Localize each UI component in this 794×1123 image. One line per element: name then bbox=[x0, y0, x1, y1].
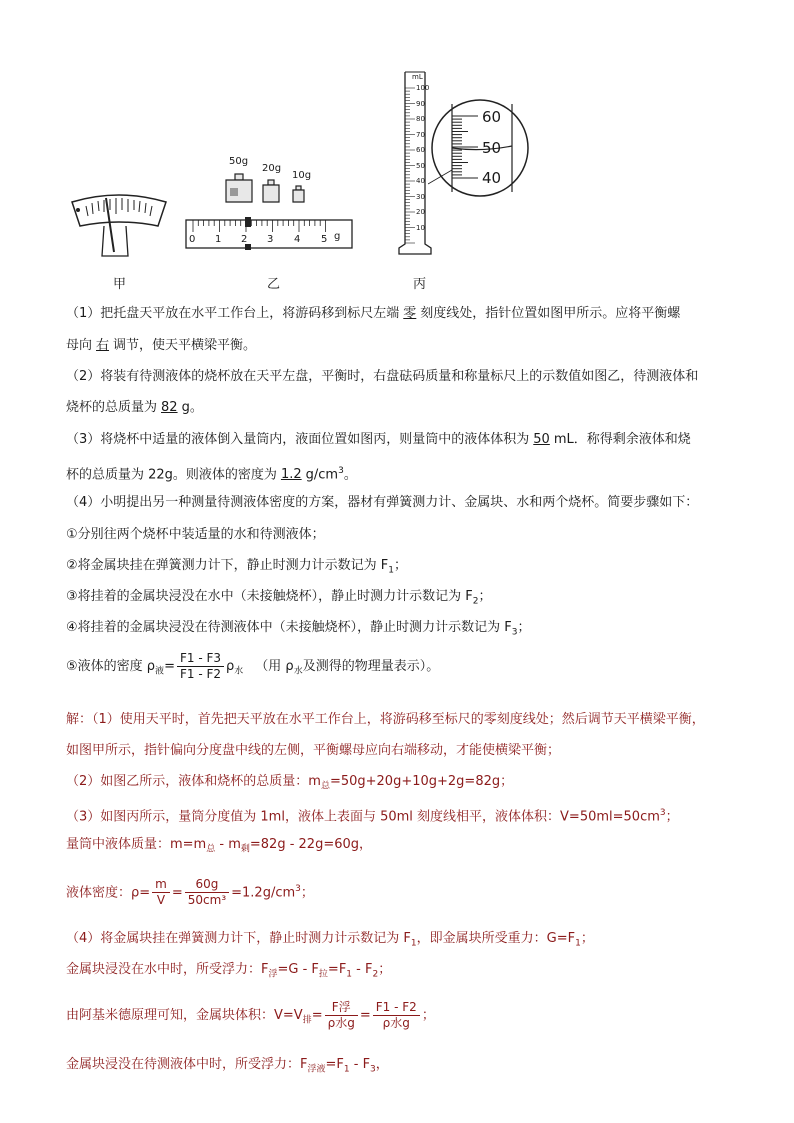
zoom-circle-figure bbox=[428, 96, 532, 200]
cylinder-tick-label: 10 bbox=[416, 223, 425, 232]
cylinder-tick-label: 60 bbox=[416, 146, 425, 154]
zoom-tick-60: 60 bbox=[482, 108, 502, 126]
cylinder-tick-label: 30 bbox=[416, 192, 425, 201]
scale-tick-4: 4 bbox=[294, 234, 301, 245]
scale-tick-3: 3 bbox=[267, 234, 274, 245]
weight-50g-label: 50g bbox=[229, 156, 249, 167]
step-3-line: ③将挂着的金属块浸没在水中（未接触烧杯），静止时测力计示数记为 $F_2$； bbox=[66, 589, 492, 607]
question-4-line: （4）小明提出另一种测量待测液体密度的方案，器材有弹簧测力计、金属块、水和两个烧杯。简要步骤如下： bbox=[66, 495, 699, 510]
scale-tick-5: 5 bbox=[321, 234, 328, 245]
solution-line-8: 金属块浸没在水中时，所受浮力：$F_浮=G - F_拉=F_1 - F_2$； bbox=[66, 962, 392, 980]
scale-tick-2: 2 bbox=[241, 234, 248, 245]
question-1-line: （1）把托盘天平放在水平工作台上，将游码移到标尺左端 零 刻度线处，指针位置如图甲所示。应将平衡螺 bbox=[66, 306, 681, 321]
figure-jia-caption: 甲 bbox=[113, 277, 127, 292]
scale-unit: g bbox=[334, 231, 341, 242]
solution-line-6: 液体密度：ρ= $\frac{m}{V}$ = $\frac{60g}{\text{50cm³}}$ $=1.2g/cm^3$； bbox=[66, 877, 314, 908]
weight-10g-label: 10g bbox=[292, 170, 312, 181]
cylinder-unit: mL bbox=[412, 73, 423, 81]
cylinder-tick-label: 100 bbox=[416, 84, 430, 92]
solution-line-9: 由阿基米德原理可知，金属块体积：$V=V_排=$ $\frac{\text{F浮}}{\text{ρ水g}}$ = $\frac{F1 - F2}{\text{ρ水g}}$ ； bbox=[66, 1000, 435, 1030]
zoom-tick-50: 50 bbox=[482, 139, 502, 157]
answer-blank: 1.2 bbox=[280, 467, 302, 483]
question-2b-line: 烧杯的总质量为 82 g。 bbox=[66, 400, 203, 415]
solution-line-5: 量筒中液体质量：$m=m_总 - m_剩=82g - 22g=60g$， bbox=[66, 837, 373, 855]
question-2-line: （2）将装有待测液体的烧杯放在天平左盘，平衡时，右盘砝码质量和称量标尺上的示数值如图乙，待测液体和 bbox=[66, 369, 699, 384]
answer-blank: 50 bbox=[533, 432, 550, 447]
scale-tick-1: 1 bbox=[215, 234, 222, 245]
solution-line-10: 金属块浸没在待测液体中时，所受浮力：$F_{浮液}=F_1 - F_3$， bbox=[66, 1057, 389, 1075]
cylinder-tick-label: 50 bbox=[416, 161, 425, 170]
step-4-line: ④将挂着的金属块浸没在待测液体中（未接触烧杯），静止时测力计示数记为 $F_3$； bbox=[66, 620, 531, 638]
cylinder-tick-label: 70 bbox=[416, 130, 425, 139]
rider-marker bbox=[245, 217, 251, 227]
balance-dial-figure bbox=[66, 190, 172, 260]
answer-blank: 82 bbox=[161, 400, 178, 415]
solution-line-4: （3）如图丙所示，量筒分度值为 1ml，液体上表面与 50ml 刻度线相平，液体体积：$V=50ml=50cm^3$； bbox=[66, 808, 679, 825]
cylinder-tick-label: 90 bbox=[416, 99, 425, 108]
answer-blank: 右 bbox=[96, 338, 110, 353]
question-3b-line: 杯的总质量为 22g。则液体的密度为 1.2 $g/cm^3$。 bbox=[66, 466, 357, 483]
question-3-line: （3）将烧杯中适量的液体倒入量筒内，液面位置如图丙，则量筒中的液体体积为 50 mL．称得剩余液体和烧 bbox=[66, 432, 691, 447]
weights-figure bbox=[222, 170, 314, 204]
solution-line-7: （4）将金属块挂在弹簧测力计下，静止时测力计示数记为 $F_1$，即金属块所受重力：$G=F_1$； bbox=[66, 931, 594, 949]
scale-tick-0: 0 bbox=[189, 234, 196, 245]
cylinder-tick-label: 20 bbox=[416, 208, 425, 216]
question-1b-line: 母向 右 调节，使天平横梁平衡。 bbox=[66, 338, 257, 353]
solution-line-2: 如图甲所示，指针偏向分度盘中线的左侧，平衡螺母应向右端移动，才能使横梁平衡； bbox=[66, 743, 561, 758]
figure-yi-caption: 乙 bbox=[267, 277, 281, 292]
solution-line-1: 解：（1）使用天平时，首先把天平放在水平工作台上，将游码移至标尺的零刻度线处；然后调节天平横梁平衡， bbox=[66, 712, 705, 727]
cylinder-tick-label: 40 bbox=[416, 177, 425, 185]
cylinder-tick-label: 80 bbox=[416, 115, 425, 123]
weight-20g-label: 20g bbox=[262, 163, 282, 174]
figure-bing-caption: 丙 bbox=[413, 277, 427, 292]
step-1-line: ①分别往两个烧杯中装适量的水和待测液体； bbox=[66, 527, 325, 542]
step-5-line: ⑤液体的密度 $\rho_液=$ $\frac{F1 - F3}{F1 - F2}$ $\rho_水$ （用 $\rho_水$及测得的物理量表示）。 bbox=[66, 651, 440, 681]
solution-line-3: （2）如图乙所示，液体和烧杯的总质量：$m_总=50g+20g+10g+2g=82g$； bbox=[66, 774, 514, 792]
answer-blank: 零 bbox=[403, 306, 417, 321]
zoom-tick-40: 40 bbox=[482, 169, 502, 187]
step-2-line: ②将金属块挂在弹簧测力计下，静止时测力计示数记为 $F_1$； bbox=[66, 558, 408, 576]
density-fraction: $\frac{F1 - F3}{F1 - F2}$ bbox=[177, 651, 224, 682]
